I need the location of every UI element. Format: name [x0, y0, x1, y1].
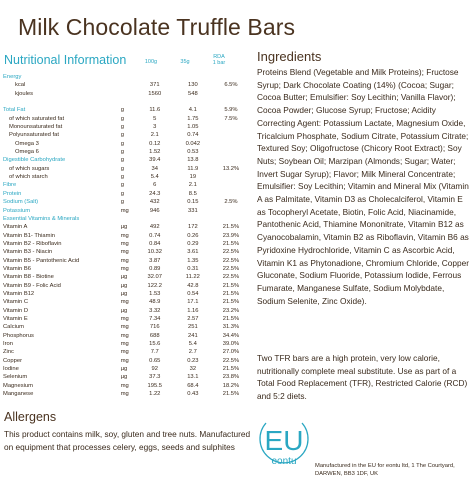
nutrition-row: [3, 207, 250, 215]
value-rda: 21.5%: [222, 282, 240, 289]
nutrition-row: [3, 323, 250, 331]
value-per-100g: 37.3: [149, 374, 161, 381]
nutrient-label: Vitamin B12: [3, 290, 35, 297]
value-per-100g: 716: [149, 324, 160, 331]
nutrient-label: of which sugars: [9, 165, 50, 172]
value-per-100g: 3.32: [149, 307, 161, 314]
value-per-35g: 0.31: [187, 265, 199, 272]
nutrient-unit: mg: [120, 357, 129, 364]
nutrient-unit: mg: [120, 382, 129, 389]
nutrient-label: [3, 98, 121, 106]
value-rda: 34.4%: [222, 332, 240, 339]
nutrition-row: [3, 298, 250, 306]
value-rda: 23.2%: [222, 307, 240, 314]
nutrient-label: Vitamin B1- Thiamin: [3, 232, 55, 239]
value-per-35g: 11.9: [187, 165, 199, 172]
value-per-35g: 172: [188, 224, 198, 231]
value-per-35g: 241: [188, 332, 198, 339]
value-per-100g: 34: [151, 165, 158, 172]
nutrition-row: [3, 382, 250, 390]
value-per-100g: 688: [149, 332, 160, 339]
value-per-35g: 0.15: [187, 199, 199, 206]
value-rda: 2.5%: [224, 199, 238, 206]
value-rda: [212, 90, 250, 98]
value-per-35g: 1.75: [187, 115, 199, 122]
value-per-100g: 3.87: [149, 257, 161, 264]
ingredients-heading: Ingredients: [257, 49, 322, 64]
nutrition-row: [3, 123, 250, 131]
value-per-35g: 68.4: [187, 382, 199, 389]
value-per-35g: 0.042: [185, 140, 201, 147]
value-rda: 23.9%: [222, 232, 240, 239]
nutrition-row: [3, 173, 250, 181]
nutrient-unit: g: [120, 199, 124, 206]
nutrient-unit: g: [120, 107, 124, 114]
value-per-100g: 1.53: [149, 290, 161, 297]
value-per-35g: 331: [188, 207, 198, 214]
header-per-35g: 35g: [180, 59, 190, 65]
value-rda: [212, 190, 250, 198]
manufacturer-address: Manufactured in the EU for eontu ltd, 1 The Courtyard, DARWEN, BB3 1DF, UK: [315, 463, 455, 477]
nutrient-unit: µg: [120, 290, 128, 297]
nutrition-row: [3, 106, 250, 114]
nutrition-row: [3, 257, 250, 265]
value-per-100g: [136, 215, 174, 223]
nutrition-row: [3, 240, 250, 248]
value-per-100g: 7.34: [149, 315, 161, 322]
value-per-100g: 10.32: [147, 249, 163, 256]
nutrient-label: Polyunsaturated fat: [9, 132, 59, 139]
nutrient-unit: [121, 81, 136, 89]
value-rda: [212, 207, 250, 215]
nutrition-row: [3, 307, 250, 315]
value-per-35g: 0.43: [187, 391, 199, 398]
nutrition-row: [3, 165, 250, 173]
header-rda-sub: 1 bar: [212, 60, 226, 66]
header-per-100g: 100g: [144, 59, 158, 65]
nutrient-label: Selenium: [3, 374, 28, 381]
value-per-35g: 19: [189, 174, 197, 181]
nutrient-unit: [121, 98, 136, 106]
value-rda: 27.0%: [222, 349, 240, 356]
allergens-heading: Allergens: [4, 410, 57, 424]
nutrient-unit: g: [120, 132, 124, 139]
nutrition-table: [3, 73, 250, 398]
value-rda: 5.9%: [224, 107, 238, 114]
value-rda: [212, 98, 250, 106]
nutrient-label: Phosphorus: [3, 332, 34, 339]
value-per-35g: 13.8: [187, 157, 199, 164]
value-rda: [212, 123, 250, 131]
nutrient-label: Vitamin B2 - Riboflavin: [3, 240, 62, 247]
value-rda: 21.5%: [222, 315, 240, 322]
nutrient-unit: g: [120, 182, 124, 189]
value-per-100g: 432: [149, 199, 160, 206]
nutrient-unit: g: [120, 115, 124, 122]
value-rda: 21.5%: [222, 240, 240, 247]
value-per-100g: 946: [149, 207, 160, 214]
nutrient-label: kjoules: [15, 90, 34, 97]
nutrient-unit: mg: [120, 257, 129, 264]
value-rda: 22.5%: [222, 357, 240, 364]
nutrient-label: Vitamin B8 - Biotine: [3, 274, 54, 281]
value-per-35g: 8.5: [188, 190, 197, 197]
value-per-35g: 1.35: [187, 257, 199, 264]
value-rda: 22.5%: [222, 249, 240, 256]
nutrient-unit: mg: [120, 315, 129, 322]
value-per-100g: 0.89: [149, 265, 161, 272]
nutrient-label: Omega 6: [15, 149, 39, 156]
nutrition-row: [3, 131, 250, 139]
nutrition-row: [3, 265, 250, 273]
nutrition-row: [3, 140, 250, 148]
nutrient-unit: g: [120, 124, 124, 131]
value-per-100g: 0.12: [149, 140, 161, 147]
value-per-35g: [174, 73, 212, 81]
tfr-note: Two TFR bars are a high protein, very low calorie, nutritionally complete meal substitute. Use as part of a Total Food Replacement (TFR), Restricted Calorie (RCD) and 5:2 diets.: [257, 353, 468, 402]
nutrient-unit: mg: [120, 249, 129, 256]
value-rda: 6.5%: [224, 82, 238, 89]
nutrient-label: Zinc: [3, 349, 14, 356]
nutrient-label: Vitamin A: [3, 224, 28, 231]
nutrition-row: [3, 357, 250, 365]
nutrient-label: of which saturated fat: [9, 115, 65, 122]
brand-name: eontu: [271, 456, 297, 467]
value-per-35g: [174, 215, 212, 223]
value-rda: 21.5%: [222, 391, 240, 398]
value-per-100g: 0.65: [149, 357, 161, 364]
nutrient-unit: [121, 90, 136, 98]
nutrition-row: [3, 73, 250, 81]
value-per-35g: 251: [188, 324, 198, 331]
nutrient-unit: [121, 215, 136, 223]
value-per-100g: 195.5: [147, 382, 163, 389]
value-per-100g: 0.74: [149, 232, 161, 239]
value-rda: 23.8%: [222, 374, 240, 381]
nutrient-label: Protein: [3, 190, 22, 197]
nutrition-row: [3, 223, 250, 231]
value-per-100g: 2.1: [150, 132, 159, 139]
nutrient-label: Magnesium: [3, 382, 33, 389]
nutrition-row: [3, 315, 250, 323]
value-rda: [212, 215, 250, 223]
value-rda: [212, 73, 250, 81]
nutrition-row: [3, 215, 250, 223]
nutrient-label: Total Fat: [3, 107, 26, 114]
value-per-100g: 1.52: [149, 149, 161, 156]
nutrition-heading: Nutritional Information: [4, 53, 127, 67]
nutrient-unit: g: [120, 190, 124, 197]
svg-text:EU: EU: [264, 425, 304, 456]
nutrition-row: [3, 156, 250, 164]
value-rda: 21.5%: [222, 366, 240, 373]
nutrient-unit: µg: [120, 307, 128, 314]
nutrient-unit: mg: [120, 232, 129, 239]
value-per-100g: 7.7: [150, 349, 159, 356]
nutrient-label: Vitamin D: [3, 307, 29, 314]
allergens-text: This product contains milk, soy, gluten and tree nuts. Manufactured on equipment that processes celery, eggs, seeds and sulphites: [4, 429, 251, 452]
value-per-35g: 0.26: [187, 232, 199, 239]
nutrition-row: [3, 290, 250, 298]
value-per-35g: [174, 98, 212, 106]
nutrition-row: [3, 273, 250, 281]
nutrition-row: [3, 282, 250, 290]
value-per-35g: 3.61: [187, 249, 199, 256]
value-rda: 18.2%: [222, 382, 240, 389]
value-per-35g: 13.1: [187, 374, 199, 381]
value-per-100g: 32.07: [147, 274, 163, 281]
value-per-100g: 1560: [148, 90, 162, 97]
value-rda: 21.5%: [222, 299, 240, 306]
nutrient-label: Vitamin B3 - Niacin: [3, 249, 53, 256]
nutrition-row: [3, 98, 250, 106]
value-per-100g: 5.4: [150, 174, 159, 181]
value-per-35g: 0.29: [187, 240, 199, 247]
nutrient-unit: µg: [120, 274, 128, 281]
value-per-100g: 371: [149, 82, 160, 89]
nutrient-label: Omega 3: [15, 140, 39, 147]
nutrient-label: Copper: [3, 357, 23, 364]
value-per-35g: 0.74: [187, 132, 199, 139]
value-per-100g: 24.3: [149, 190, 161, 197]
value-per-100g: 1.22: [149, 391, 161, 398]
nutrient-label: Vitamin B6: [3, 265, 31, 272]
nutrient-label: Potassium: [3, 207, 31, 214]
nutrient-label: Essential Vitamins & Minerals: [3, 215, 80, 222]
value-per-35g: 11.22: [185, 274, 200, 281]
value-per-100g: 92: [151, 366, 158, 373]
nutrient-label: Sodium (Salt): [3, 199, 39, 206]
value-per-35g: 0.54: [187, 290, 199, 297]
value-rda: 22.5%: [222, 257, 240, 264]
value-per-100g: 39.4: [149, 157, 161, 164]
value-per-35g: 548: [188, 90, 198, 97]
value-rda: [212, 173, 250, 181]
value-per-100g: [136, 98, 174, 106]
nutrient-label: Manganese: [3, 391, 34, 398]
nutrient-unit: mg: [120, 240, 129, 247]
value-rda: [212, 148, 250, 156]
value-rda: 21.5%: [222, 224, 240, 231]
nutrient-unit: [121, 73, 136, 81]
value-per-35g: 0.53: [187, 149, 199, 156]
nutrition-row: [3, 90, 250, 98]
nutrition-row: [3, 81, 250, 89]
value-per-35g: 17.1: [187, 299, 199, 306]
value-per-35g: 130: [188, 82, 198, 89]
nutrient-unit: mg: [120, 324, 129, 331]
nutrition-row: [3, 190, 250, 198]
value-rda: 21.5%: [222, 290, 240, 297]
nutrient-unit: g: [120, 157, 124, 164]
nutrient-label: Monounsaturated fat: [9, 124, 63, 131]
nutrient-label: Iron: [3, 341, 13, 347]
value-per-35g: 4.1: [188, 107, 197, 114]
nutrition-row: [3, 148, 250, 156]
value-per-100g: 0.84: [149, 240, 161, 247]
nutrient-unit: mg: [120, 332, 129, 339]
value-per-35g: 1.16: [187, 307, 199, 314]
value-per-35g: 1.05: [187, 124, 199, 131]
nutrient-label: Digestible Carbohydrate: [3, 157, 66, 164]
nutrition-row: [3, 248, 250, 256]
value-rda: 7.5%: [224, 115, 238, 122]
nutrition-row: [3, 365, 250, 373]
nutrient-label: Vitamin B9 - Folic Acid: [3, 282, 61, 289]
value-per-100g: 122.2: [147, 282, 163, 289]
value-rda: [212, 181, 250, 189]
nutrient-label: Calcium: [3, 324, 24, 331]
value-per-100g: 492: [149, 224, 160, 231]
nutrient-unit: g: [120, 140, 124, 147]
nutrient-unit: µg: [120, 374, 128, 381]
value-per-100g: [136, 73, 174, 81]
nutrition-row: [3, 181, 250, 189]
value-rda: 39.0%: [222, 341, 240, 347]
nutrient-unit: mg: [120, 349, 129, 356]
nutrition-row: [3, 115, 250, 123]
value-rda: [212, 131, 250, 139]
nutrient-unit: µg: [120, 224, 128, 231]
value-per-35g: 0.23: [187, 357, 199, 364]
nutrient-unit: g: [120, 149, 124, 156]
nutrition-row: [3, 332, 250, 340]
value-rda: 31.3%: [222, 324, 240, 331]
nutrient-label: Energy: [3, 74, 22, 80]
nutrient-unit: µg: [120, 282, 128, 289]
value-per-100g: 6: [153, 182, 157, 189]
nutrient-label: Vitamin E: [3, 315, 28, 322]
nutrient-unit: mg: [120, 207, 129, 214]
nutrition-row: [3, 232, 250, 240]
value-per-100g: 5: [153, 115, 157, 122]
product-title: Milk Chocolate Truffle Bars: [18, 14, 296, 40]
value-per-100g: 3: [153, 124, 157, 131]
nutrient-unit: mg: [120, 391, 129, 398]
nutrient-label: of which starch: [9, 174, 48, 181]
value-rda: [212, 156, 250, 164]
value-per-35g: 32: [189, 366, 197, 373]
nutrient-unit: mg: [120, 299, 129, 306]
value-per-100g: 11.6: [149, 107, 161, 114]
nutrient-unit: g: [120, 174, 124, 181]
nutrition-row: [3, 390, 250, 398]
value-rda: 13.2%: [222, 165, 240, 172]
header-rda: RDA: [213, 54, 225, 60]
value-per-35g: 2.7: [188, 349, 197, 356]
value-per-35g: 2.57: [187, 315, 199, 322]
nutrient-label: kcal: [15, 82, 26, 89]
value-per-35g: 2.1: [188, 182, 197, 189]
nutrition-row: [3, 373, 250, 381]
value-rda: 22.5%: [222, 265, 240, 272]
nutrient-label: Vitamin C: [3, 299, 29, 306]
nutrient-unit: mg: [120, 341, 129, 347]
ingredients-text: Proteins Blend (Vegetable and Milk Proteins); Fructose Syrup; Dark Chocolate Coating (14%) (Cocoa; Sugar; Cocoa Butter; Emulsifier: Soy Lecithin; Vanilla Flavor); Cocoa Powder; Glucose Syrup; Fructose; Acidity Correcting Agent: Potassium Lactate, Magnesium Oxide, Tricalcium Phosphate, Sodium Citrate, Potassium Citrate; Textured Soy; Oligofructose (Chicory Root Extract); Soy Nuts; Soybean Oil; Marzipan (Almonds; Sugar; Water; Invert Sugar Syrup); Flavor; Milk Mineral Concentrate; Emulsifier: Soy Lecithin; Vitamin and Mineral Mix (Vitamin A as Palmitate, Vitamin D3 as Cholecalciferol, Vitamin E as Tocopheryl Acetate, Biotin, Folic Acid, Niacinamide, Pantothenic Acid, Thiamine Mononitrate, Vitamin B12 as Cyanocobalamin, Vitamin B2 as Riboflavin, Vitamin B6 as Pyridoxine Hydrochloride, Vitamin C as Ascorbic Acid, Vitamin K1 as Phytonadione, Chromium Chloride, Copper Gluconate, Sodium Fluoride, Potassium Iodide, Ferrous Fumarate, Manganese Sulfate, Sodium Molybdate, Sodium Selenite, Zinc Oxide).: [257, 67, 469, 306]
nutrition-row: [3, 198, 250, 206]
nutrient-unit: g: [120, 165, 124, 172]
value-rda: 22.5%: [222, 274, 240, 281]
value-per-100g: 15.6: [149, 341, 161, 347]
nutrient-label: Vitamin B5 - Pantothenic Acid: [3, 257, 80, 264]
value-per-35g: 5.4: [188, 341, 197, 347]
nutrient-unit: µg: [120, 366, 128, 373]
value-per-100g: 48.9: [149, 299, 161, 306]
nutrient-label: Iodine: [3, 366, 19, 373]
nutrient-unit: mg: [120, 265, 129, 272]
value-per-35g: 42.8: [187, 282, 199, 289]
nutrition-row: [3, 348, 250, 356]
nutrition-row: [3, 340, 250, 348]
nutrient-label: Fibre: [3, 182, 17, 189]
value-rda: [212, 140, 250, 148]
